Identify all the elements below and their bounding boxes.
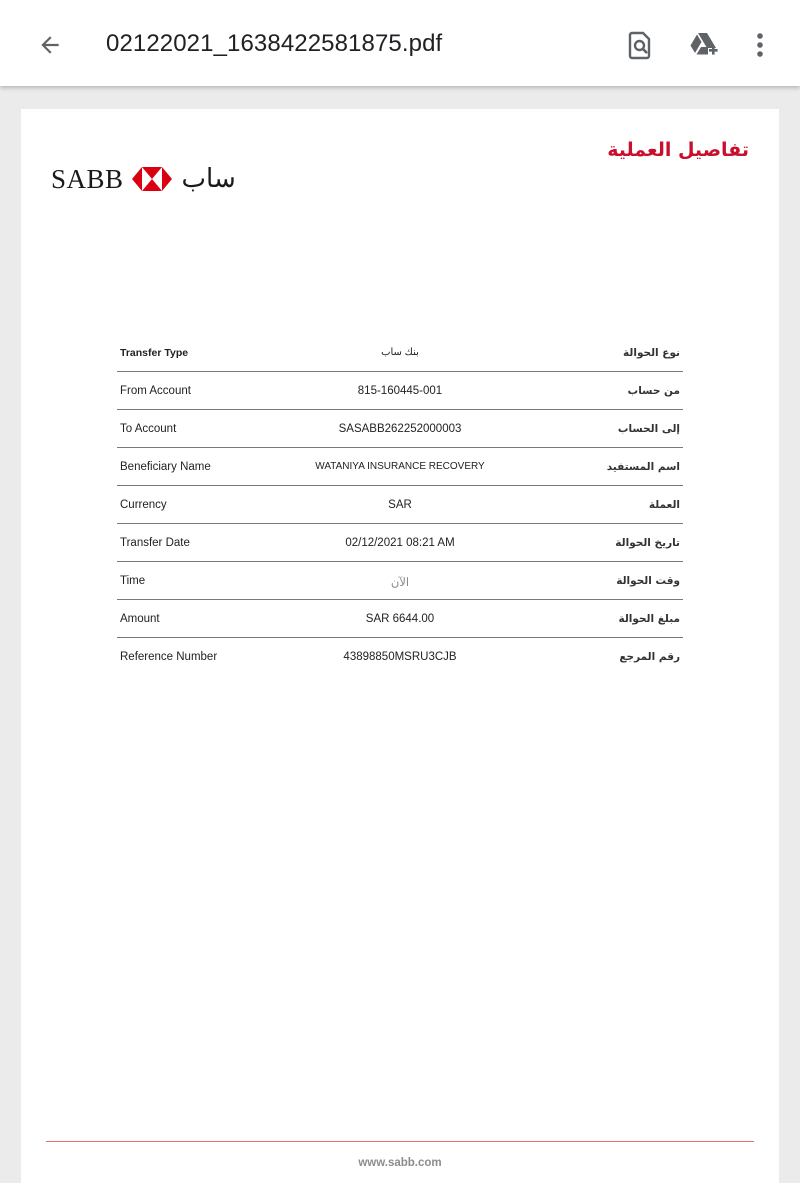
table-row bbox=[117, 562, 683, 600]
row-label-en: To Account bbox=[120, 423, 177, 435]
add-to-drive-button[interactable] bbox=[684, 25, 724, 65]
more-vertical-icon bbox=[756, 32, 764, 58]
table-row bbox=[117, 600, 683, 638]
row-value: الآن bbox=[390, 577, 410, 589]
back-arrow-icon bbox=[37, 32, 63, 58]
table-row bbox=[117, 638, 683, 675]
row-value: 02/12/2021 08:21 AM bbox=[345, 537, 455, 549]
row-value: 43898850MSRU3CJB bbox=[343, 651, 457, 663]
table-row bbox=[117, 334, 683, 372]
footer-divider bbox=[46, 1141, 754, 1142]
table-row bbox=[117, 410, 683, 448]
logo-text-latin: SABB bbox=[51, 163, 124, 194]
row-label-en: Beneficiary Name bbox=[120, 461, 211, 473]
row-label-ar: وقت الحوالة bbox=[616, 575, 680, 587]
row-label-ar: إلى الحساب bbox=[617, 423, 680, 435]
row-label-ar: تاريخ الحوالة bbox=[615, 537, 680, 549]
back-button[interactable] bbox=[30, 25, 70, 65]
row-label-en: From Account bbox=[120, 385, 191, 397]
row-label-ar: نوع الحوالة bbox=[623, 347, 680, 359]
footer-url: www.sabb.com bbox=[358, 1157, 442, 1169]
row-label-en: Reference Number bbox=[120, 651, 218, 663]
row-label-en: Time bbox=[120, 575, 146, 587]
row-value: بنك ساب bbox=[381, 347, 419, 358]
table-row bbox=[117, 448, 683, 486]
row-label-en: Amount bbox=[120, 613, 160, 625]
pdf-page bbox=[21, 109, 779, 1183]
row-value: WATANIYA INSURANCE RECOVERY bbox=[315, 461, 485, 472]
row-label-ar: مبلغ الحوالة bbox=[618, 613, 680, 625]
transaction-details-table bbox=[117, 334, 683, 675]
row-label-ar: من حساب bbox=[627, 385, 680, 397]
table-row bbox=[117, 524, 683, 562]
row-value: 815-160445-001 bbox=[357, 385, 443, 397]
row-label-en: Currency bbox=[120, 499, 167, 511]
row-label-en: Transfer Type bbox=[120, 347, 189, 359]
viewer-toolbar bbox=[0, 0, 800, 86]
find-in-document-button[interactable] bbox=[620, 25, 660, 65]
row-value: SAR bbox=[388, 499, 412, 511]
row-value: SASABB262252000003 bbox=[338, 423, 462, 435]
logo-text-arabic: ساب bbox=[181, 164, 236, 194]
table-row bbox=[117, 486, 683, 524]
row-value: SAR 6644.00 bbox=[365, 613, 435, 625]
row-label-en: Transfer Date bbox=[120, 537, 190, 549]
sabb-logo bbox=[51, 161, 236, 197]
row-label-ar: العملة bbox=[648, 499, 680, 511]
row-label-ar: رقم المرجع bbox=[619, 651, 680, 663]
document-filename: 02122021_1638422581875.pdf bbox=[106, 30, 443, 57]
add-to-drive-icon bbox=[688, 31, 720, 59]
table-row bbox=[117, 372, 683, 410]
row-label-ar: اسم المستفيد bbox=[606, 461, 680, 473]
page-title: تفاصيل العملية bbox=[607, 139, 749, 161]
sabb-hexagon-icon bbox=[132, 167, 172, 191]
more-options-button[interactable] bbox=[740, 25, 780, 65]
find-in-document-icon bbox=[627, 30, 653, 60]
